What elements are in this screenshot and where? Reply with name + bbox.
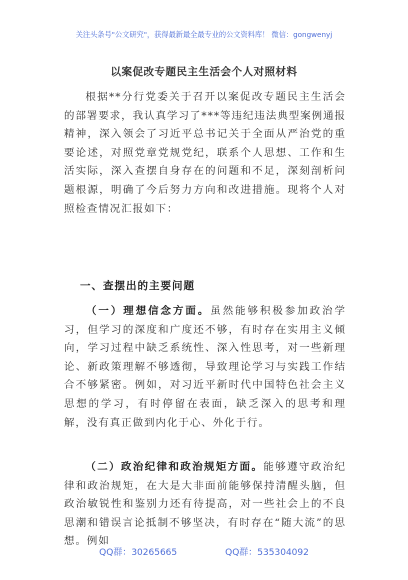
footer-qq-groups (0, 545, 408, 558)
footer-qq-group-1: QQ群：30265665 (99, 548, 178, 558)
item-1-text: 虽然能够积极参加政治学习，但学习的深度和广度还不够，有时存在实用主义倾向，学习过程中缺乏系统性、深入性思考，对一些新理论、新政策理解不够透彻，导致理论学习与实践工作结合不够紧密。例如，对习近平新时代中国特色社会主义思想的学习，有时停留在表面，缺乏深入的思考和理解，没有真正做到内化于心、外化于行。 (64, 305, 347, 429)
section-heading: 一、查摆出的主要问题 (80, 280, 195, 292)
intro-paragraph (64, 88, 346, 218)
item-1-lead: （一）理想信念方面。 (85, 305, 211, 317)
intro-text: 根据**分行党委关于召开以案促改专题民主生活会的部署要求，我认真学习了***等违纪违法典型案例通报精神，深入领会了习近平总书记关于全面从严治党的重要论述，对照党章党规党纪，联系个人思想、工作和生活实际，深入查摆自身存在的问题和不足，深刻剖析问题根源，明确了今后努力方向和改进措施。现将个人对照检查情况汇报如下： (64, 91, 346, 215)
footer-qq-group-2: QQ群：535304092 (225, 548, 309, 558)
item-2-lead: （二）政治纪律和政治规矩方面。 (85, 461, 264, 473)
item-2-paragraph (64, 458, 346, 551)
item-2-text: 能够遵守政治纪律和政治规矩，在大是大非面前能够保持清醒头脑，但政治敏锐性和鉴别力还有待提高，对一些社会上的不良思潮和错误言论抵制不够坚决，有时存在“随大流”的思想。例如 (64, 461, 346, 548)
document-title: 以案促改专题民主生活会个人对照材料 (110, 66, 298, 78)
item-1-paragraph (64, 302, 346, 432)
header-promo-note: 关注头条号"公文研究"，获得最新最全最专业的公文资料库！ 微信：gongwenyj (75, 30, 333, 39)
